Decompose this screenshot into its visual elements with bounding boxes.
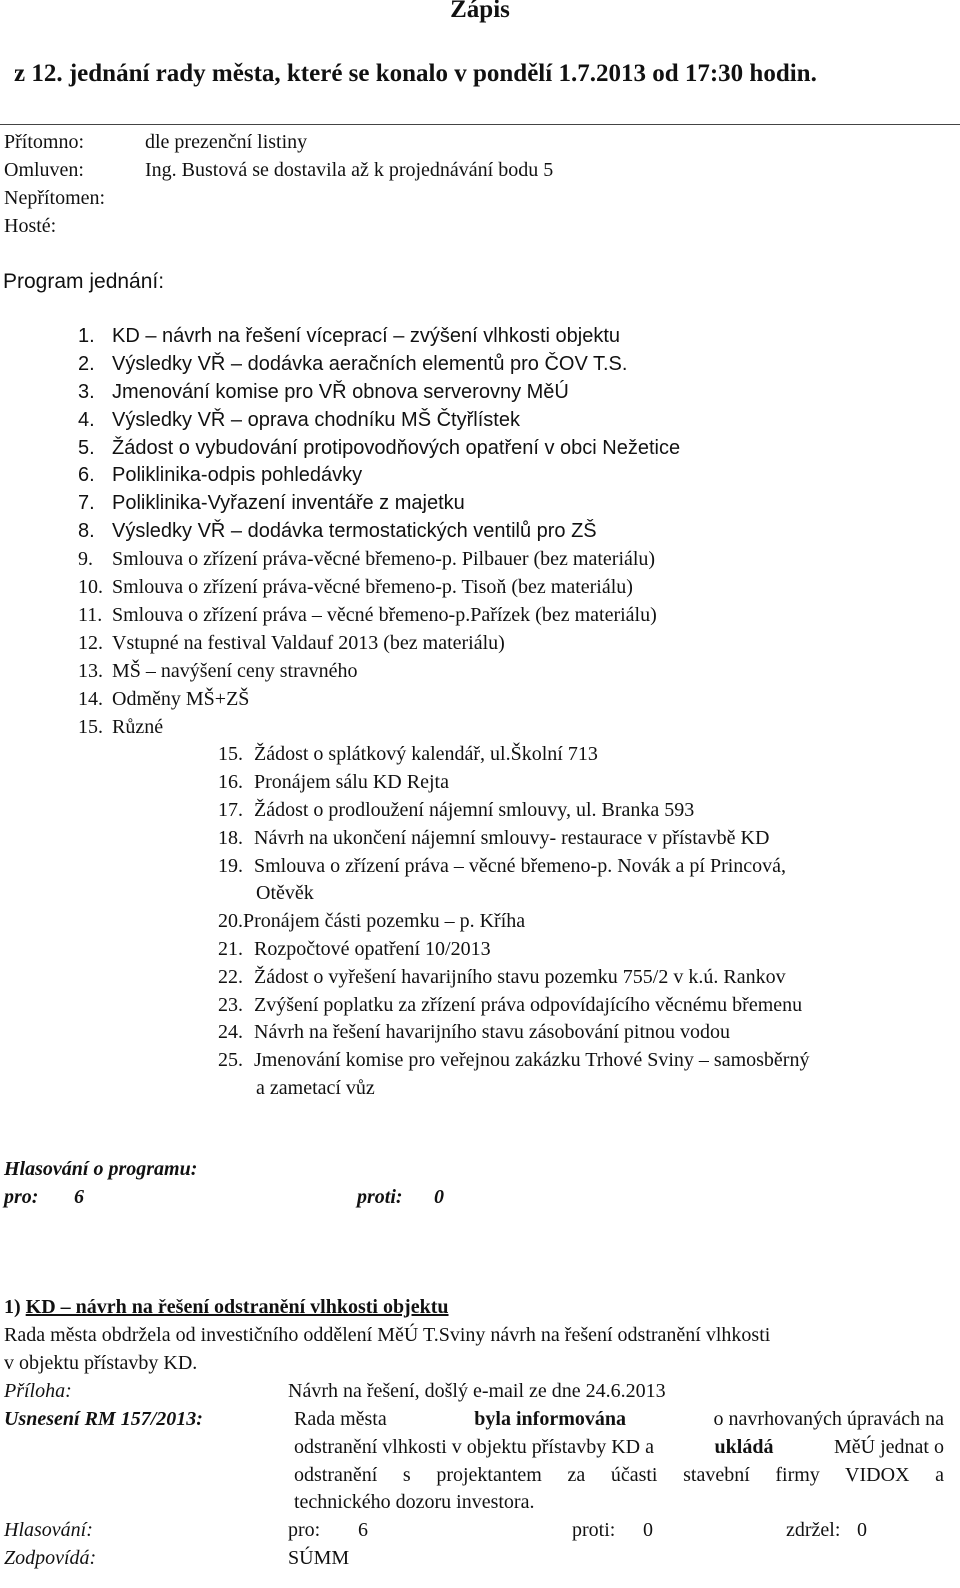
resolution-line: odstranění vlhkosti v objektu přístavby KD a ukládá MěÚ jednat o: [294, 1436, 944, 1458]
list-item: 11. Smlouva o zřízení práva – věcné břemeno-p.Pařízek (bez materiálu): [78, 604, 657, 626]
list-item: 23. Zvýšení poplatku za zřízení práva odpovídajícího věcnému břemenu: [218, 994, 803, 1016]
list-item-continuation: Otěvěk: [256, 882, 314, 904]
list-item: 9. Smlouva o zřízení práva-věcné břemeno-p. Pilbauer (bez materiálu): [78, 548, 656, 570]
resolution-line: technického dozoru investora.: [294, 1491, 535, 1513]
list-item: 4. Výsledky VŘ – oprava chodníku MŠ Čtyřlístek: [78, 409, 520, 431]
list-item: 18. Návrh na ukončení nájemní smlouvy- restaurace v přístavbě KD: [218, 827, 770, 849]
list-item: 5. Žádost o vybudování protipovodňových opatření v obci Nežetice: [78, 437, 681, 459]
list-item: 24. Návrh na řešení havarijního stavu zásobování pitnou vodou: [218, 1021, 730, 1043]
vote-pro-label: pro:: [288, 1519, 321, 1541]
list-item: 25. Jmenování komise pro veřejnou zakázku Trhové Sviny – samosběrný: [218, 1049, 810, 1071]
header-divider: [0, 124, 960, 125]
list-item: 13. MŠ – navýšení ceny stravného: [78, 660, 358, 682]
list-item: 3. Jmenování komise pro VŘ obnova serverovny MěÚ: [78, 381, 569, 403]
list-item: 12. Vstupné na festival Valdauf 2013 (bez materiálu): [78, 632, 505, 654]
list-item: 10. Smlouva o zřízení práva-věcné břemeno-p. Tisoň (bez materiálu): [78, 576, 633, 598]
vote-label: Hlasování:: [4, 1519, 93, 1541]
list-item: 7. Poliklinika-Vyřazení inventáře z majetku: [78, 492, 465, 514]
program-vote-proti-label: proti:: [357, 1186, 403, 1208]
guests-label: Hosté:: [4, 215, 57, 237]
list-item: 20.Pronájem části pozemku – p. Kříha: [218, 910, 526, 932]
vote-proti-label: proti:: [572, 1519, 616, 1541]
resolution-label: Usnesení RM 157/2013:: [4, 1408, 203, 1430]
absent-label: Nepřítomen:: [4, 187, 106, 209]
excused-label: Omluven:: [4, 159, 84, 181]
section-heading: 1) KD – návrh na řešení odstranění vlhkosti objektu: [4, 1296, 449, 1318]
program-label: Program jednání:: [3, 270, 165, 293]
program-vote-pro-label: pro:: [4, 1186, 39, 1208]
resolution-line: odstranění s projektantem za účasti stavební firmy VIDOX a: [294, 1464, 944, 1486]
list-item: 15. Různé: [78, 716, 164, 738]
list-item: 6. Poliklinika-odpis pohledávky: [78, 464, 363, 486]
vote-proti-value: 0: [643, 1519, 653, 1541]
list-item: 1. KD – návrh na řešení víceprací – zvýšení vlhkosti objektu: [78, 325, 621, 347]
list-item: 21. Rozpočtové opatření 10/2013: [218, 938, 491, 960]
program-vote-heading: Hlasování o programu:: [4, 1158, 198, 1180]
responsible-label: Zodpovídá:: [4, 1547, 97, 1569]
section-body-line: v objektu přístavby KD.: [4, 1352, 198, 1374]
document-title: Zápis: [450, 0, 510, 23]
list-item-continuation: a zametací vůz: [256, 1077, 375, 1099]
list-item: 2. Výsledky VŘ – dodávka aeračních elementů pro ČOV T.S.: [78, 353, 628, 375]
present-value: dle prezenční listiny: [145, 131, 308, 153]
program-vote-proti-value: 0: [434, 1186, 444, 1208]
vote-pro-value: 6: [358, 1519, 368, 1541]
responsible-value: SÚMM: [288, 1547, 350, 1569]
attachment-label: Příloha:: [4, 1380, 72, 1402]
present-label: Přítomno:: [4, 131, 85, 153]
excused-value: Ing. Bustová se dostavila až k projednávání bodu 5: [145, 159, 554, 181]
document-subtitle: z 12. jednání rady města, které se konalo v pondělí 1.7.2013 od 17:30 hodin.: [14, 60, 817, 87]
attachment-value: Návrh na řešení, došlý e-mail ze dne 24.6.2013: [288, 1380, 666, 1402]
list-item: 15. Žádost o splátkový kalendář, ul.Školní 713: [218, 743, 598, 765]
list-item: 16. Pronájem sálu KD Rejta: [218, 771, 449, 793]
list-item: 17. Žádost o prodloužení nájemní smlouvy, ul. Branka 593: [218, 799, 695, 821]
section-body-line: Rada města obdržela od investičního oddělení MěÚ T.Sviny návrh na řešení odstranění vlhkosti: [4, 1324, 771, 1346]
resolution-line: Rada města byla informována o navrhovaných úpravách na: [294, 1408, 944, 1430]
list-item: 22. Žádost o vyřešení havarijního stavu pozemku 755/2 v k.ú. Rankov: [218, 966, 786, 988]
list-item: 19. Smlouva o zřízení práva – věcné břemeno-p. Novák a pí Princová,: [218, 855, 787, 877]
list-item: 8. Výsledky VŘ – dodávka termostatických ventilů pro ZŠ: [78, 520, 597, 542]
program-vote-pro-value: 6: [74, 1186, 84, 1208]
vote-abstain-label: zdržel:: [786, 1519, 841, 1541]
vote-abstain-value: 0: [857, 1519, 867, 1541]
list-item: 14. Odměny MŠ+ZŠ: [78, 688, 250, 710]
